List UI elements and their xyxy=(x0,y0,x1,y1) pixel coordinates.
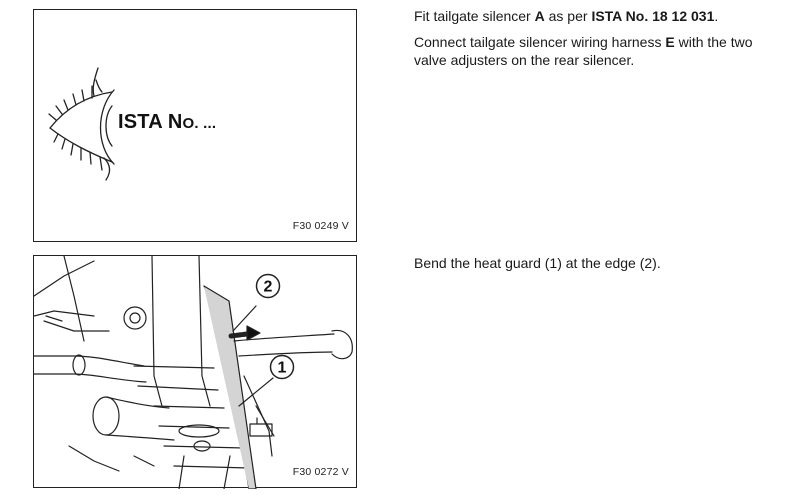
instruction-text: with the two valve adjusters on the rear silencer. xyxy=(414,34,753,68)
callout-2-marker xyxy=(255,273,281,299)
instruction-connect-harness xyxy=(414,33,774,69)
figure-code: F30 0249 V xyxy=(292,220,349,232)
instruction-text: Fit tailgate silencer xyxy=(414,8,535,24)
instruction-fit-silencer xyxy=(414,7,774,25)
instruction-bend-heat-guard: Bend the heat guard (1) at the edge (2). xyxy=(414,255,661,271)
instruction-text: . xyxy=(714,8,719,24)
ista-ref: ISTA No. 18 12 031 xyxy=(591,8,715,24)
instruction-text: as per xyxy=(544,8,592,24)
figure-ista-reference xyxy=(33,9,357,242)
ista-label-suffix: O. ... xyxy=(182,115,217,132)
part-ref-a: A xyxy=(534,8,545,24)
instruction-block-2 xyxy=(414,254,774,272)
part-ref-e: E xyxy=(665,34,675,50)
instruction-text: Connect tailgate silencer wiring harness xyxy=(414,34,666,50)
callout-1-marker xyxy=(269,354,295,380)
figure-heat-guard xyxy=(33,255,357,488)
ista-label-main: ISTA N xyxy=(118,111,183,133)
ista-reference-label xyxy=(118,111,216,134)
heat-guard-bend-illustration xyxy=(34,256,358,489)
callout-1-label: 1 xyxy=(277,359,287,377)
instruction-block-1 xyxy=(414,7,774,69)
figure-code: F30 0272 V xyxy=(292,466,349,478)
callout-2-label: 2 xyxy=(263,278,273,296)
